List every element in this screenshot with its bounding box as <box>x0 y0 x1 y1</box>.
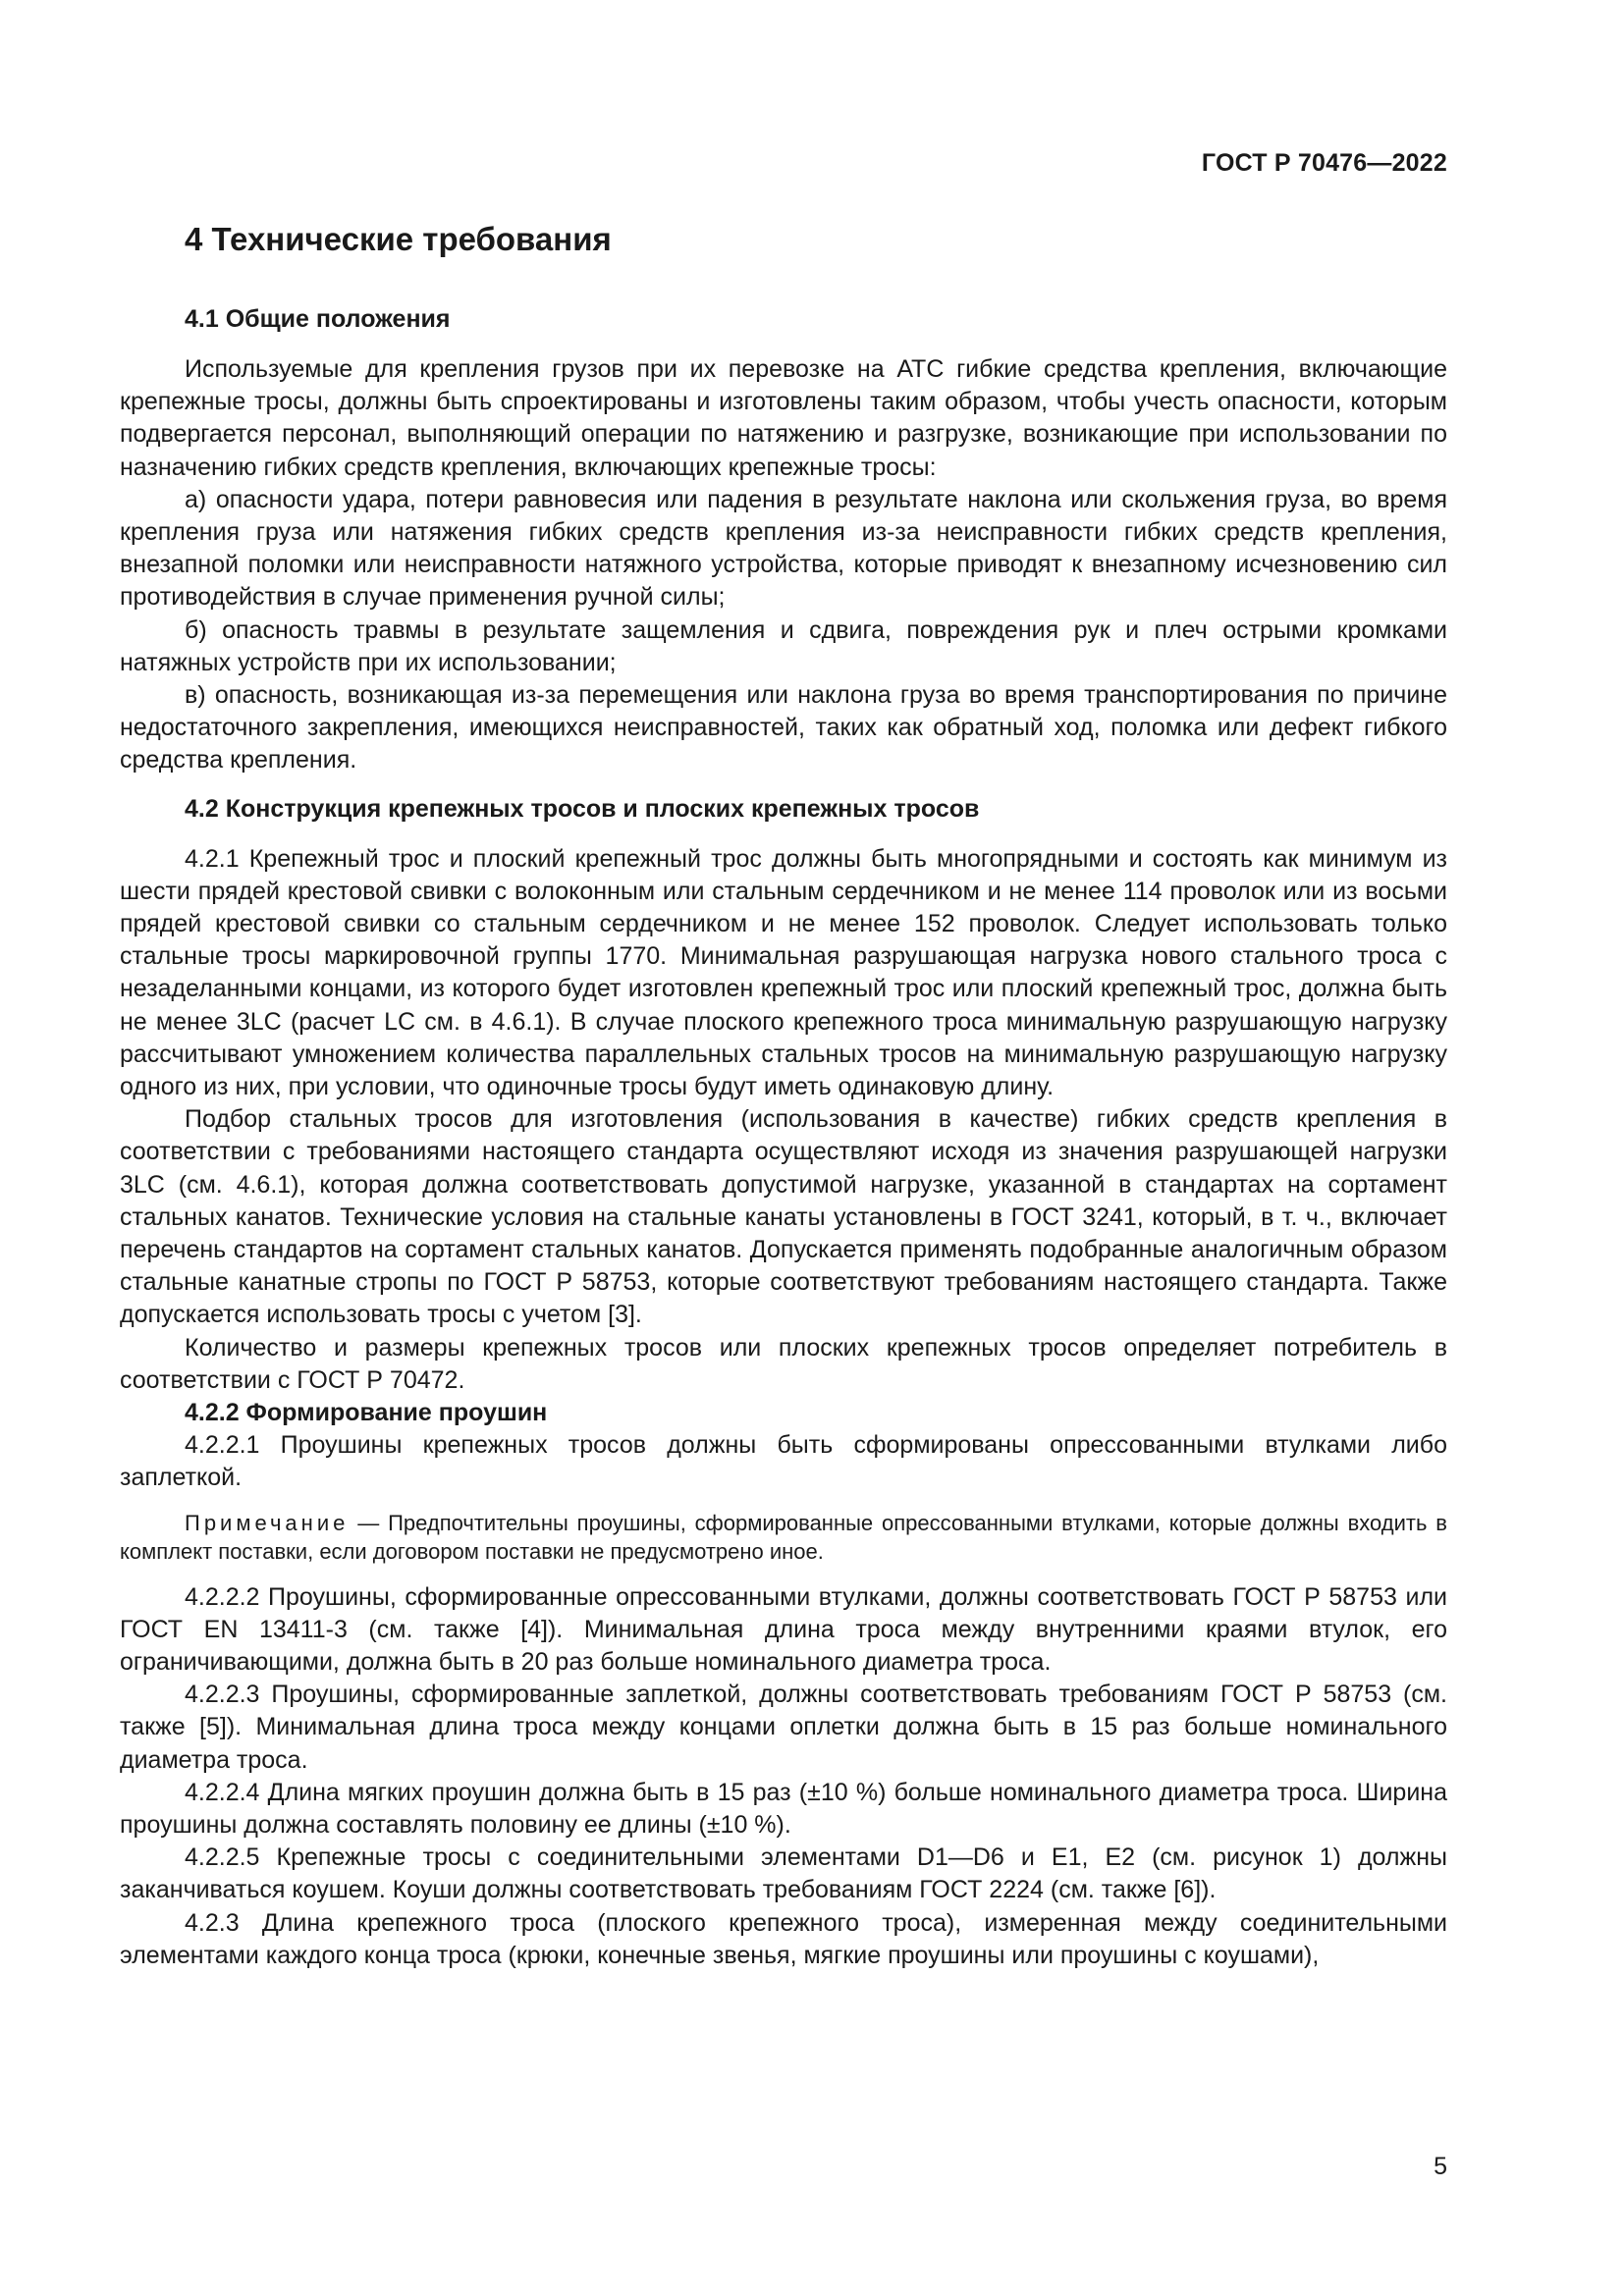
subsection-title-4-1: 4.1 Общие положения <box>185 305 451 333</box>
paragraph: 4.2.1 Крепежный трос и плоский крепежный трос должны быть многопрядными и состоять как минимум из шести прядей крестовой свивки с волоконным или стальным сердечником и не менее 114 проволок или из восьми прядей крестовой свивки со стальным сердечником и не менее 152 проволок. Следует использовать только стальные тросы маркировочной группы 1770. Минимальная разрушающая нагрузка нового стального троса с незаделанными концами, из которого будет изготовлен крепежный трос или плоский крепежный трос, должна быть не менее 3LC (расчет LC см. в 4.6.1). В случае плоского крепежного троса минимальную разрушающую нагрузку рассчитывают умножением количества параллельных стальных тросов на минимальную разрушающую нагрузку одного из них, при условии, что одиночные тросы будут иметь одинаковую длину. <box>120 844 1447 1101</box>
paragraph: 4.2.2.3 Проушины, сформированные заплеткой, должны соответствовать требованиям ГОСТ Р 58753 (см. также [5]). Минимальная длина троса между концами оплетки должна быть в 15 раз больше номинального диаметра троса. <box>120 1681 1447 1774</box>
standard-code-header: ГОСТ Р 70476—2022 <box>1201 149 1447 177</box>
subsection-title-4-2-2: 4.2.2 Формирование проушин <box>185 1399 548 1427</box>
paragraph: Используемые для крепления грузов при их перевозке на АТС гибкие средства крепления, включающие крепежные тросы, должны быть спроектированы и изготовлены таким образом, чтобы учесть опасности, которым подвергается персонал, выполняющий операции по натяжению и разгрузке, возникающие при использовании по назначению гибких средств крепления, включающих крепежные тросы: <box>120 355 1447 481</box>
note <box>120 1509 1447 1566</box>
document-body <box>120 221 1447 1972</box>
paragraph: 4.2.2.5 Крепежные тросы с соединительными элементами D1—D6 и E1, E2 (см. рисунок 1) должны заканчиваться коушем. Коуши должны соответствовать требованиям ГОСТ 2224 (см. также [6]). <box>120 1843 1447 1904</box>
paragraph: 4.2.2.2 Проушины, сформированные опрессованными втулками, должны соответствовать ГОСТ Р 58753 или ГОСТ EN 13411-3 (см. также [4]). Минимальная длина троса между внутренними краями втулок, его ограничивающими, должна быть в 20 раз больше номинального диаметра троса. <box>120 1582 1447 1676</box>
paragraph: Подбор стальных тросов для изготовления (использования в качестве) гибких средств крепления в соответствии с требованиями настоящего стандарта осуществляют исходя из значения разрушающей нагрузки 3LC (см. 4.6.1), которая должна соответствовать допустимой нагрузке, указанной в стандартах на сортамент стальных канатов. Технические условия на стальные канаты установлены в ГОСТ 3241, который, в т. ч., включает перечень стандартов на сортамент стальных канатов. Допускается применять подобранные аналогичным образом стальные канатные стропы по ГОСТ Р 58753, которые соответствуют требованиям настоящего стандарта. Также допускается использовать тросы с учетом [3]. <box>120 1105 1447 1329</box>
paragraph: 4.2.2.1 Проушины крепежных тросов должны быть сформированы опрессованными втулками либо заплеткой. <box>120 1431 1447 1492</box>
section-title: 4 Технические требования <box>185 221 612 257</box>
subsection-title-4-2: 4.2 Конструкция крепежных тросов и плоских крепежных тросов <box>185 794 980 823</box>
paragraph: б) опасность травмы в результате защемления и сдвига, повреждения рук и плеч острыми кромками натяжных устройств при их использовании; <box>120 615 1447 676</box>
paragraph: Количество и размеры крепежных тросов или плоских крепежных тросов определяет потребитель в соответствии с ГОСТ Р 70472. <box>120 1333 1447 1394</box>
page-number: 5 <box>1434 2153 1447 2180</box>
paragraph: а) опасности удара, потери равновесия или падения в результате наклона или скольжения груза, во время крепления груза или натяжения гибких средств крепления из-за неисправности гибких средств крепления, внезапной поломки или неисправности натяжного устройства, которые приводят к внезапному исчезновению сил противодействия в случае применения ручной силы; <box>120 485 1447 612</box>
paragraph: 4.2.2.4 Длина мягких проушин должна быть в 15 раз (±10 %) больше номинального диаметра троса. Ширина проушины должна составлять половину ее длины (±10 %). <box>120 1778 1447 1839</box>
note-text: — Предпочтительны проушины, сформированные опрессованными втулками, которые должны входить в комплект поставки, если договором поставки не предусмотрено иное. <box>120 1510 1447 1564</box>
paragraph: 4.2.3 Длина крепежного троса (плоского крепежного троса), измеренная между соединительными элементами каждого конца троса (крюки, конечные звенья, мягкие проушины или проушины с коушами), <box>120 1908 1447 1969</box>
paragraph: в) опасность, возникающая из-за перемещения или наклона груза во время транспортирования по причине недостаточного закрепления, имеющихся неисправностей, таких как обратный ход, поломка или дефект гибкого средства крепления. <box>120 681 1447 774</box>
note-label: Примечание <box>185 1510 350 1535</box>
